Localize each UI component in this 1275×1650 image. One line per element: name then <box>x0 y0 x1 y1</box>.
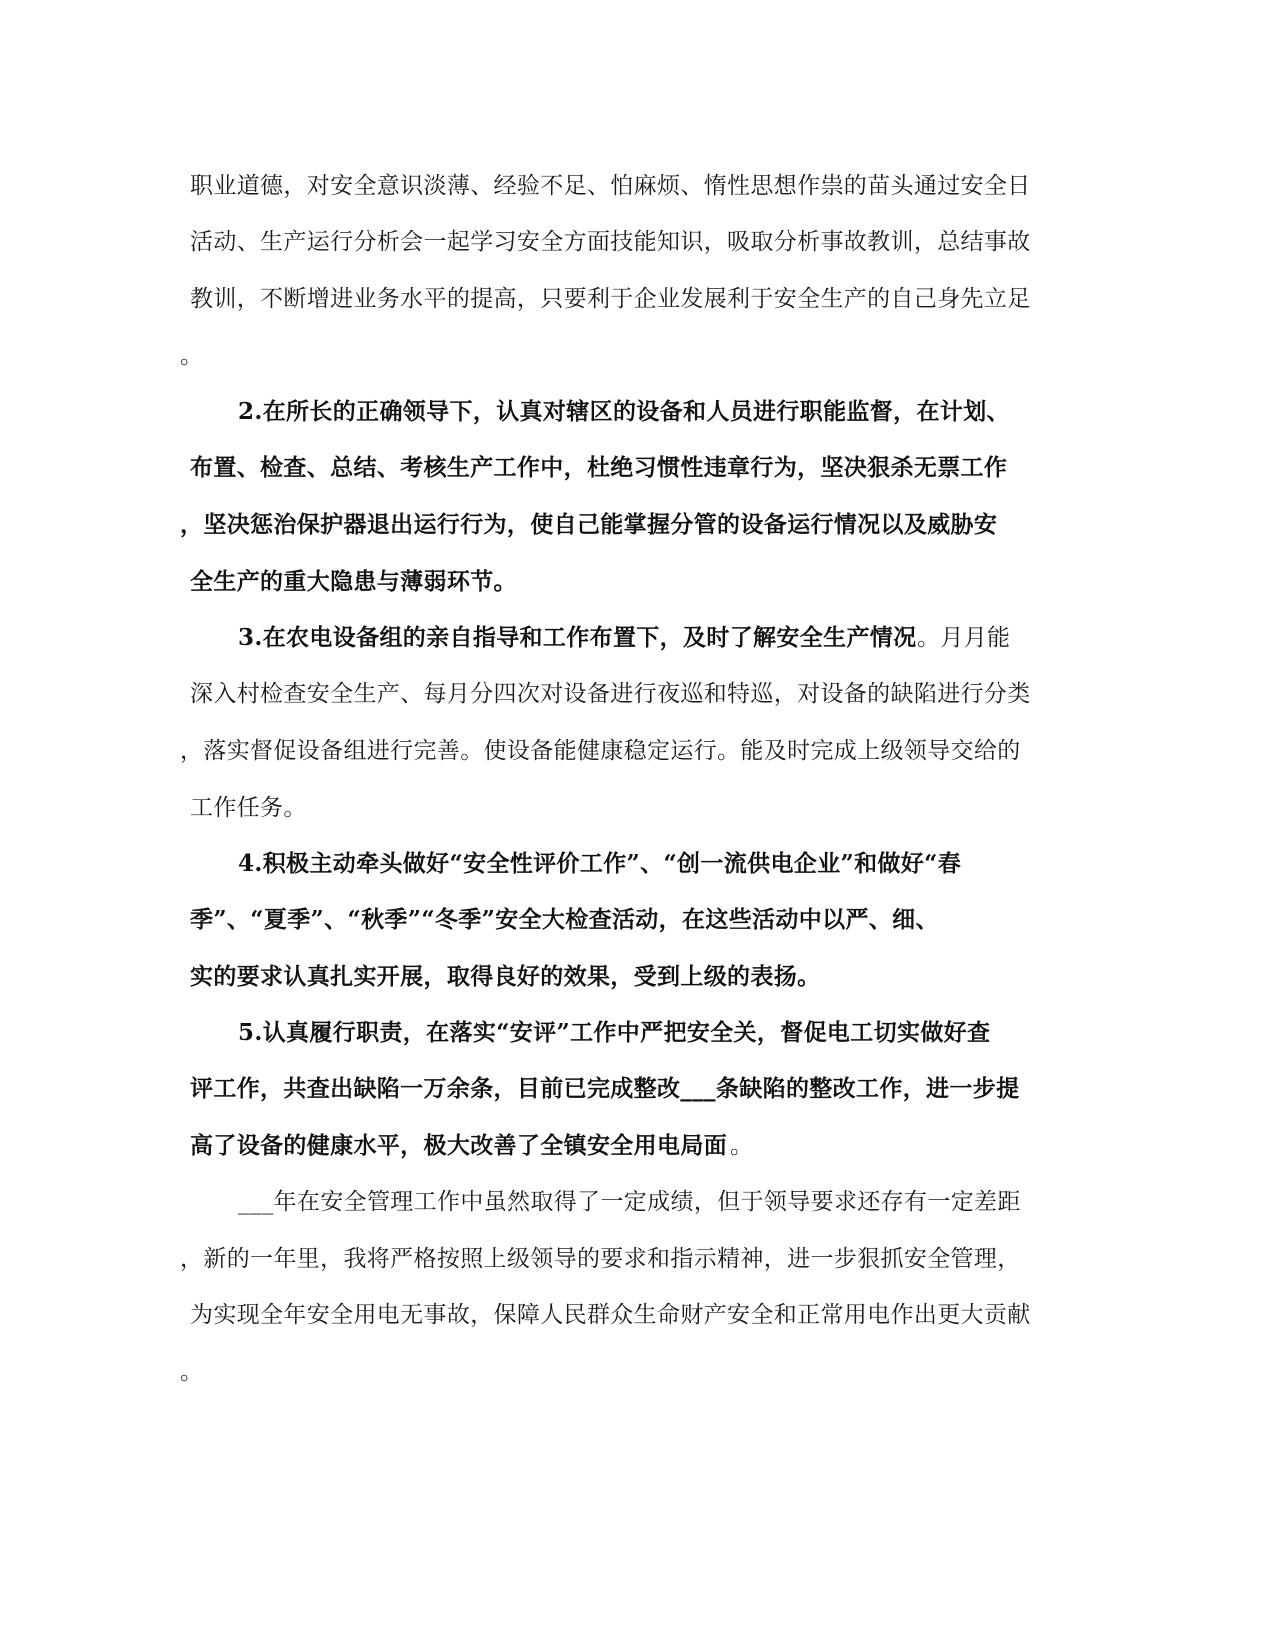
item-5-line-3-bold: 高了设备的健康水平，极大改善了全镇安全用电局面 <box>190 1132 728 1159</box>
item-3-line-2: 深入村检查安全生产、每月分四次对设备进行夜巡和特巡，对设备的缺陷进行分类 <box>190 681 1031 707</box>
item-2-line-4: 全生产的重大隐患与薄弱环节。 <box>190 568 517 595</box>
item-4-line-3: 实的要求认真扎实开展，取得良好的效果，受到上级的表扬。 <box>190 963 821 990</box>
item-3-line-4: 工作任务。 <box>190 795 307 821</box>
item-3-line-1-regular: 。月月能 <box>917 625 1011 651</box>
item-2-line-3: ，坚决惩治保护器退出运行行为，使自己能掌握分管的设备运行情况以及威胁安 <box>180 511 998 538</box>
paragraph-1-line-2: 活动、生产运行分析会一起学习安全方面技能知识，吸取分析事故教训，总结事故 <box>190 229 1031 255</box>
item-5-line-3-period: 。 <box>730 1133 754 1159</box>
closing-line-1: ___年在安全管理工作中虽然取得了一定成绩，但于领导要求还存有一定差距 <box>238 1189 1021 1215</box>
paragraph-1-line-1: 职业道德，对安全意识淡薄、经验不足、怕麻烦、惰性思想作祟的苗头通过安全日 <box>190 173 1031 199</box>
item-4-line-1: 4.积极主动牵头做好“安全性评价工作”、“创一流供电企业”和做好“春 <box>238 850 962 877</box>
item-3-line-1-bold: 3.在农电设备组的亲自指导和工作布置下，及时了解安全生产情况 <box>238 624 917 651</box>
paragraph-1-line-3: 教训，不断增进业务水平的提高，只要利于企业发展利于安全生产的自己身先立足 <box>190 286 1031 312</box>
item-5-line-2: 评工作，共查出缺陷一万余条，目前已完成整改___条缺陷的整改工作，进一步提 <box>190 1075 1020 1102</box>
item-2-line-2: 布置、检查、总结、考核生产工作中，杜绝习惯性违章行为，坚决狠杀无票工作 <box>190 454 1008 481</box>
item-2-line-1: 2.在所长的正确领导下，认真对辖区的设备和人员进行职能监督，在计划、 <box>238 398 1010 425</box>
closing-line-4: 。 <box>180 1359 204 1385</box>
closing-line-2: ，新的一年里，我将严格按照上级领导的要求和指示精神，进一步狠抓安全管理， <box>180 1246 1021 1272</box>
item-3-line-3: ，落实督促设备组进行完善。使设备能健康稳定运行。能及时完成上级领导交给的 <box>180 738 1021 764</box>
closing-line-3: 为实现全年安全用电无事故，保障人民群众生命财产安全和正常用电作出更大贡献 <box>190 1302 1031 1328</box>
item-4-line-2: 季”、“夏季”、“秋季”“冬季”安全大检查活动，在这些活动中以严、细、 <box>190 906 939 933</box>
paragraph-1-line-4: 。 <box>180 343 204 369</box>
item-5-line-1: 5.认真履行职责，在落实“安评”工作中严把安全关，督促电工切实做好查 <box>238 1019 991 1046</box>
